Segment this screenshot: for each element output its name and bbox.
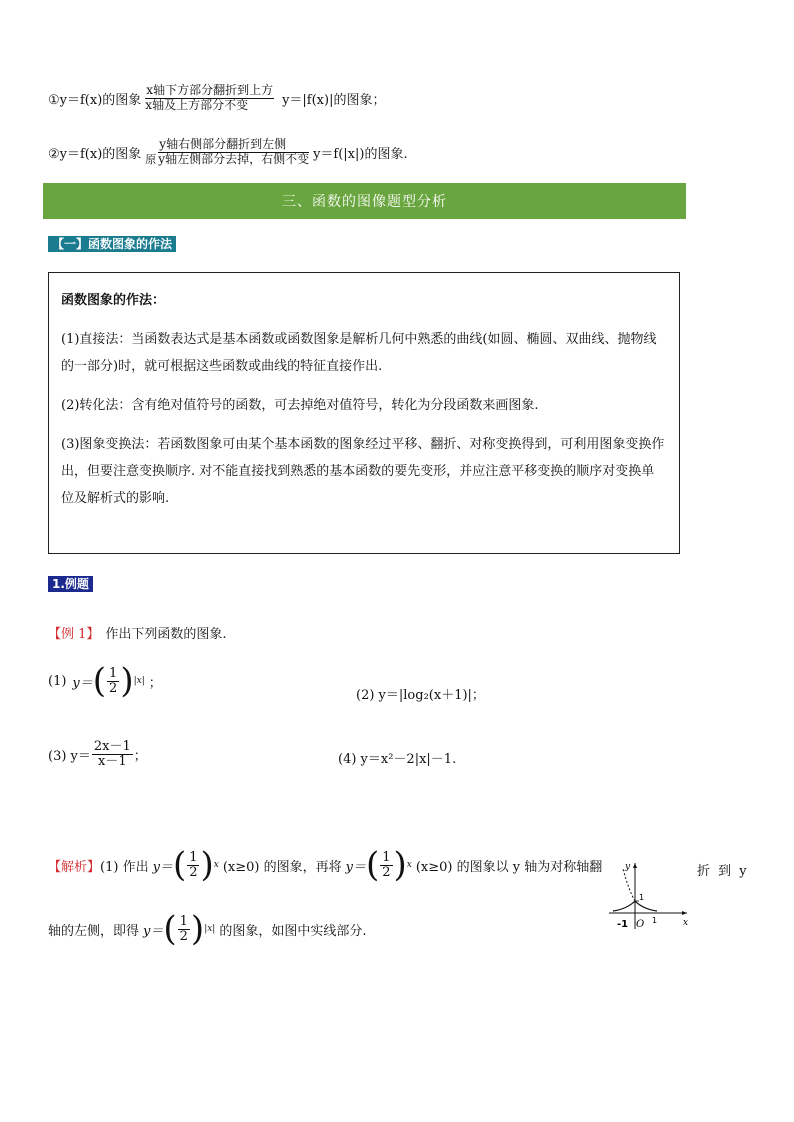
solution-s1-den: 2 bbox=[189, 864, 198, 880]
section-title-bar bbox=[43, 183, 686, 219]
solution-s1e: (x≥0) 的图象以 y 轴为对称轴翻 bbox=[415, 859, 603, 875]
solution-s1d-den: 2 bbox=[382, 864, 391, 880]
problem-3-fraction bbox=[92, 740, 133, 768]
transform-2-prefix: 原 bbox=[145, 152, 157, 166]
solution-s2-den: 2 bbox=[179, 928, 188, 944]
subsection-tag-wrap bbox=[48, 235, 176, 252]
solution-s1d: y＝ bbox=[345, 859, 366, 875]
solution-s1a: (1) 作出 bbox=[100, 859, 149, 875]
mini-graph-x-label: x bbox=[683, 918, 689, 928]
solution-s1c: (x≥0) 的图象，再将 bbox=[222, 859, 342, 875]
method-box bbox=[48, 272, 680, 554]
problem-3 bbox=[48, 740, 147, 768]
problem-1-exp: |x| bbox=[133, 676, 145, 686]
transform-2-bottom: y轴左侧部分去掉，右侧不变 bbox=[158, 151, 310, 166]
problem-1-fraction bbox=[107, 667, 119, 695]
solution-s2-lparen: ( bbox=[163, 909, 177, 949]
transform-1-arrow bbox=[145, 84, 274, 113]
solution-s2b: y＝ bbox=[143, 923, 164, 939]
problem-4-text: (4) y＝x²－2|x|－1. bbox=[338, 752, 457, 767]
problem-4 bbox=[338, 748, 456, 767]
solution-s2a: 轴的左侧，即得 bbox=[48, 923, 140, 939]
solution-label: 【解析】 bbox=[48, 859, 101, 875]
problem-3-den: x－1 bbox=[98, 753, 127, 769]
mini-graph-tick-y: 1 bbox=[639, 893, 645, 902]
transform-2-arrow bbox=[158, 138, 309, 167]
example1-prompt: 作出下列函数的图象. bbox=[105, 627, 227, 642]
example-tag-wrap bbox=[48, 575, 93, 592]
transform-2-top: y轴右侧部分翻折到左侧 bbox=[158, 138, 309, 153]
mini-graph-y-arrow bbox=[633, 863, 637, 868]
problem-1-label: (1) bbox=[48, 673, 67, 689]
section-title: 三、函数的图像题型分析 bbox=[282, 194, 447, 210]
transform-line-1 bbox=[48, 84, 385, 113]
problem-1-num: 1 bbox=[109, 665, 118, 681]
solution-s1d-num: 1 bbox=[382, 849, 391, 865]
method-item-2: (2)转化法：含有绝对值符号的函数，可去掉绝对值符号，转化为分段函数来画图象. bbox=[61, 398, 539, 413]
solution-s1-exp: x bbox=[213, 860, 219, 870]
mini-graph-tick-pos: 1 bbox=[652, 916, 658, 925]
problem-2 bbox=[356, 684, 485, 703]
problem-3-num: 2x－1 bbox=[93, 739, 131, 754]
mini-graph-tick-neg: -1 bbox=[617, 919, 629, 930]
solution-s1-lparen: ( bbox=[172, 845, 187, 885]
problem-3-end: ； bbox=[133, 748, 147, 764]
subsection-title: 【一】函数图象的作法 bbox=[48, 236, 176, 252]
mini-graph-y-label: y bbox=[625, 862, 631, 872]
solution-s1-fraction bbox=[187, 851, 199, 879]
solution-s2-rparen: ) bbox=[190, 909, 205, 949]
method-item-1: (1)直接法：当函数表达式是基本函数或函数图象是解析几何中熟悉的曲线(如圆、椭圆、双曲线、抛物线的一部分)时，就可根据这些函数或曲线的特征直接作出. bbox=[61, 332, 657, 374]
mini-graph-dashed-curve bbox=[623, 869, 635, 901]
problem-1-den: 2 bbox=[109, 680, 118, 696]
problem-1-rparen: ) bbox=[120, 661, 134, 701]
transform-line-2 bbox=[48, 138, 408, 167]
problem-1 bbox=[48, 661, 162, 701]
transform-1-result: y＝|f(x)|的图象； bbox=[282, 92, 386, 108]
example1-label: 【例 1】 bbox=[48, 627, 100, 642]
solution-s1d-rparen: ) bbox=[393, 845, 407, 885]
problem-1-lparen: ( bbox=[92, 661, 107, 701]
problem-1-lhs: y＝ bbox=[72, 675, 93, 691]
solution-s1d-fraction bbox=[380, 851, 392, 879]
solution-s1d-lparen: ( bbox=[365, 845, 380, 885]
example1-prompt-line bbox=[48, 623, 227, 642]
transform-1-lead: ①y＝f(x)的图象 bbox=[48, 92, 142, 108]
solution-s1-rparen: ) bbox=[200, 845, 214, 885]
solution-s1b: y＝ bbox=[152, 859, 173, 875]
problem-3-label: (3) y＝ bbox=[48, 748, 91, 764]
method-box-heading: 函数图象的作法： bbox=[61, 293, 166, 308]
solution-s2-num: 1 bbox=[179, 913, 188, 929]
solution-s1d-exp: x bbox=[406, 860, 412, 870]
mini-graph bbox=[605, 855, 695, 935]
solution-s1-num: 1 bbox=[189, 849, 198, 865]
solution-s2-fraction bbox=[178, 915, 190, 943]
problem-1-end: ； bbox=[148, 675, 162, 691]
mini-graph-x-arrow bbox=[682, 911, 687, 915]
transform-1-top: x轴下方部分翻折到上方 bbox=[146, 83, 274, 97]
problem-2-text: (2) y＝|log₂(x＋1)|； bbox=[356, 688, 485, 703]
method-item-3: (3)图象变换法：若函数图象可由某个基本函数的图象经过平移、翻折、对称变换得到，可利用图象变换作出，但要注意变换顺序. 对不能直接找到熟悉的基本函数的要先变形，并应注意平移变换的顺序对变换单位及解析式的影响. bbox=[61, 437, 665, 506]
transform-2-result: y＝f(|x|)的图象. bbox=[313, 146, 408, 162]
solution-s2-exp: |x| bbox=[204, 924, 216, 934]
example-tag: 1.例题 bbox=[48, 576, 93, 592]
solution-s1f: 折 到 y bbox=[697, 864, 749, 879]
mini-graph-origin: O bbox=[636, 919, 645, 930]
transform-1-bottom: x轴及上方部分不变 bbox=[145, 97, 249, 112]
solution-line-1 bbox=[48, 845, 603, 885]
solution-line-2 bbox=[48, 909, 367, 949]
solution-s2c: 的图象，如图中实线部分. bbox=[219, 923, 367, 939]
transform-2-lead: ②y＝f(x)的图象 bbox=[48, 146, 142, 162]
